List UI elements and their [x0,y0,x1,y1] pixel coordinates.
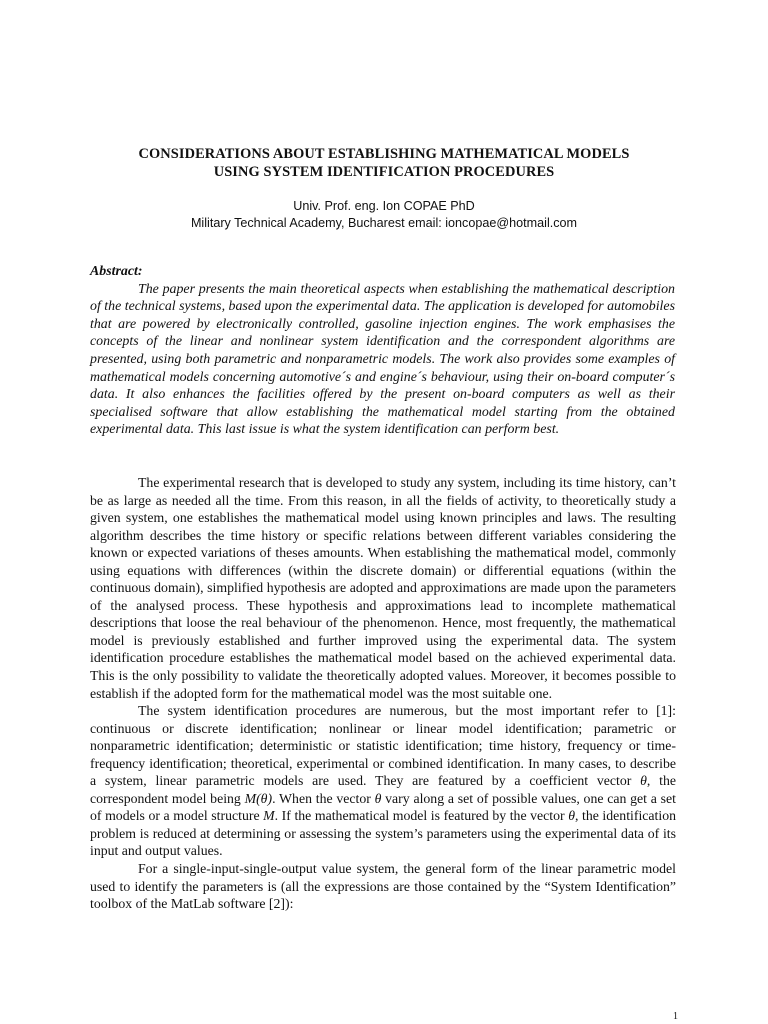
theta-symbol: θ [568,808,575,824]
body-paragraph-3: For a single-input-single-output value system, the general form of the linear parametric model used to identify the parameters is (all the expressions are those contained by the “System Identification” toolbox of the MatLab software [2]): [90,861,676,912]
author-block [60,198,708,232]
para2-part-c: . When the vector [272,790,375,806]
para2-part-a: The system identification procedures are numerous, but the most important refer to [1]: continuous or discrete identification; nonlinear or linear model identification; parametric or nonparametric identification; deterministic or statistic identification; time history, frequency or time-frequency identification; theoretical, experimental or combined identification. In many cases, to describe a system, linear parametric models are used. They are featured by a coefficient vector [90,703,676,789]
abstract-heading: Abstract: [90,264,143,279]
body-paragraph-2 [90,702,676,860]
abstract-section [90,263,675,439]
paper-title [60,146,708,181]
author-affiliation: Military Technical Academy, Bucharest email: ioncopae@hotmail.com [190,216,578,230]
body-text [90,474,676,913]
page-number: 1 [673,1011,678,1022]
title-line-2: USING SYSTEM IDENTIFICATION PROCEDURES [213,163,555,180]
theta-symbol: θ [640,773,647,789]
para2-part-b: , the correspondent model being [90,773,676,806]
para2-part-d: vary along a set of possible values, one can get a set of models or a model structure [90,790,676,824]
model-structure-symbol: M [263,808,275,824]
body-paragraph-1: The experimental research that is developed to study any system, including its time history, can’t be as large as needed all the time. From this reason, in all the fields of activity, to theoretically study a given system, one establishes the mathematical model using known principles and laws. The resulting algorithm describes the time history or specific relations between different variables considering the known or expected variations of theses amounts. When establishing the mathematical model, commonly using equations with differences (within the discrete domain) or differential equations (within the continuous domain), simplified hypothesis are adopted and approximations are made upon the parameters of the analysed process. These hypothesis and approximations lead to incomplete mathematical descriptions that loose the real behaviour of the phenomenon. Hence, most frequently, the mathematical model is previously established and further improved using the experimental data. The system identification procedure establishes the mathematical model based on the achieved experimental data. This is the only possibility to validate the theoretically adopted values. Moreover, it becomes possible to establish if the adopted form for the mathematical model was the most suitable one. [90,475,676,701]
title-line-1: CONSIDERATIONS ABOUT ESTABLISHING MATHEMATICAL MODELS [138,146,630,162]
abstract-text: The paper presents the main theoretical aspects when establishing the mathematical description of the technical systems, based upon the experimental data. The application is developed for automobiles that are powered by electronically controlled, gasoline injection engines. The work emphasises the concepts of the linear and nonlinear system identification and the correspondent algorithms are presented, using both parametric and nonparametric models. The work also provides some examples of mathematical models concerning automotive´s and engine´s behaviour, using their on-board computer´s data. It also enhances the facilities offered by the present on-board computers as well as their specialised software that allow establishing the mathematical model starting from the obtained experimental data. This last issue is what the system identification can perform best. [90,281,675,438]
para2-part-e: . If the mathematical model is featured by the vector [274,808,569,824]
theta-symbol: θ [374,790,382,806]
author-name: Univ. Prof. eng. Ion COPAE PhD [293,199,475,213]
model-symbol: M(θ) [244,790,273,806]
para2-part-f: , the identification problem is reduced at determining or assessing the system’s parameters using the experimental data of its input and output values. [90,808,676,859]
